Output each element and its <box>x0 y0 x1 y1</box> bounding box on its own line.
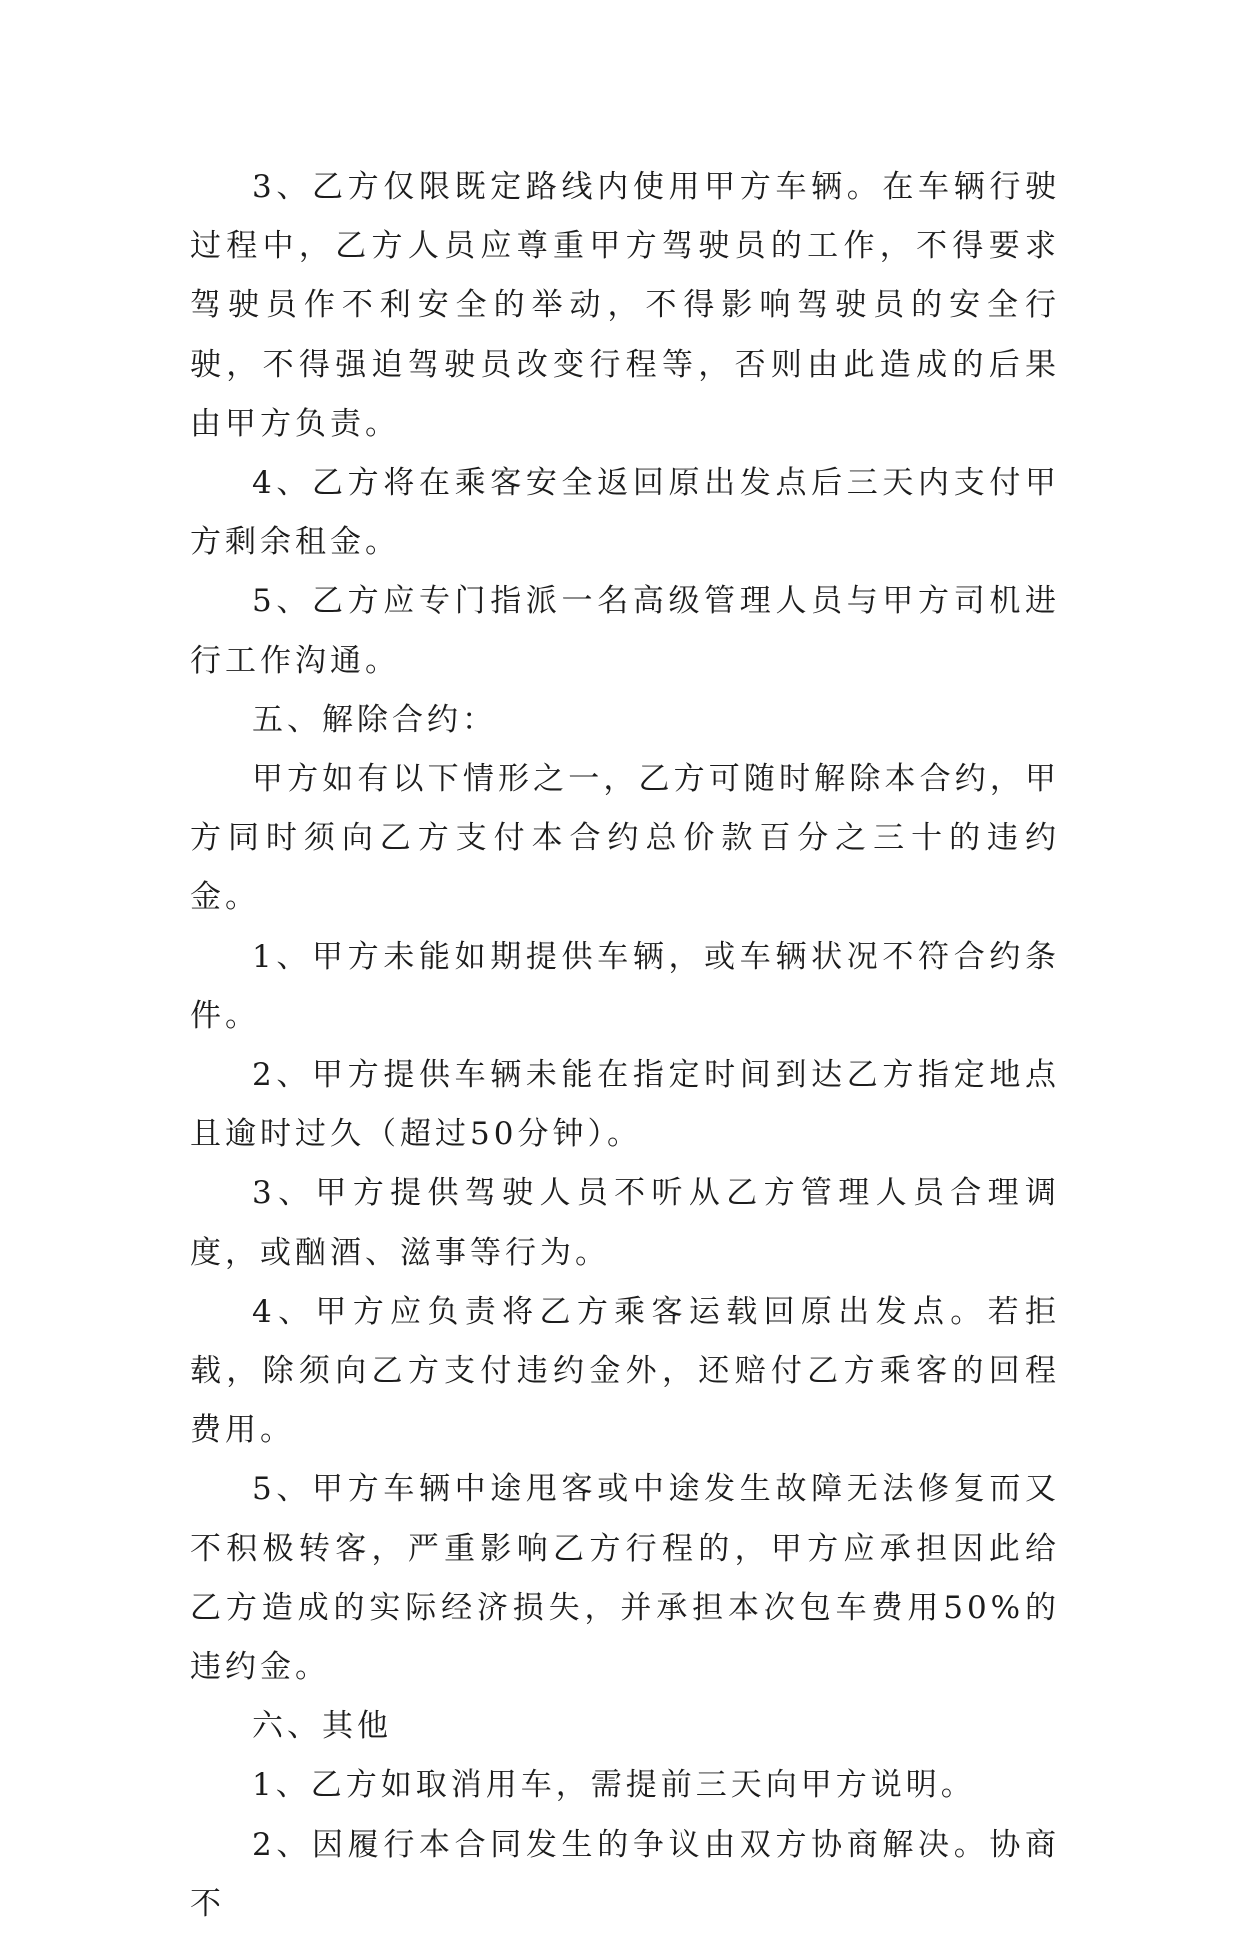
paragraph-other-2: 2、因履行本合同发生的争议由双方协商解决。协商不 <box>190 1826 1060 1922</box>
paragraph-clause-3: 3、乙方仅限既定路线内使用甲方车辆。在车辆行驶过程中，乙方人员应尊重甲方驾驶员的工作，不得要求驾驶员作不利安全的举动，不得影响驾驶员的安全行驶，不得强迫驾驶员改变行程等，否则由此造成的后果由甲方负责。 <box>190 169 1060 442</box>
paragraph-termination-intro: 甲方如有以下情形之一，乙方可随时解除本合约，甲方同时须向乙方支付本合约总价款百分之三十的违约金。 <box>190 761 1060 916</box>
section-heading-termination: 五、解除合约： <box>252 701 497 738</box>
paragraph-termination-2: 2、甲方提供车辆未能在指定时间到达乙方指定地点且逾时过久（超过50分钟）。 <box>190 1057 1060 1153</box>
paragraph-clause-4: 4、乙方将在乘客安全返回原出发点后三天内支付甲方剩余租金。 <box>190 465 1060 561</box>
paragraph-termination-3: 3、甲方提供驾驶人员不听从乙方管理人员合理调度，或酗酒、滋事等行为。 <box>190 1175 1060 1271</box>
document-body <box>190 158 1060 1934</box>
paragraph-termination-5: 5、甲方车辆中途甩客或中途发生故障无法修复而又不积极转客，严重影响乙方行程的，甲方应承担因此给乙方造成的实际经济损失，并承担本次包车费用50%的违约金。 <box>190 1471 1060 1686</box>
paragraph-clause-5: 5、乙方应专门指派一名高级管理人员与甲方司机进行工作沟通。 <box>190 583 1060 679</box>
paragraph-termination-4: 4、甲方应负责将乙方乘客运载回原出发点。若拒载，除须向乙方支付违约金外，还赔付乙方乘客的回程费用。 <box>190 1293 1060 1449</box>
paragraph-termination-1: 1、甲方未能如期提供车辆，或车辆状况不符合约条件。 <box>190 938 1060 1034</box>
paragraph-other-1: 1、乙方如取消用车，需提前三天向甲方说明。 <box>252 1767 976 1804</box>
section-heading-other: 六、其他 <box>252 1708 392 1745</box>
